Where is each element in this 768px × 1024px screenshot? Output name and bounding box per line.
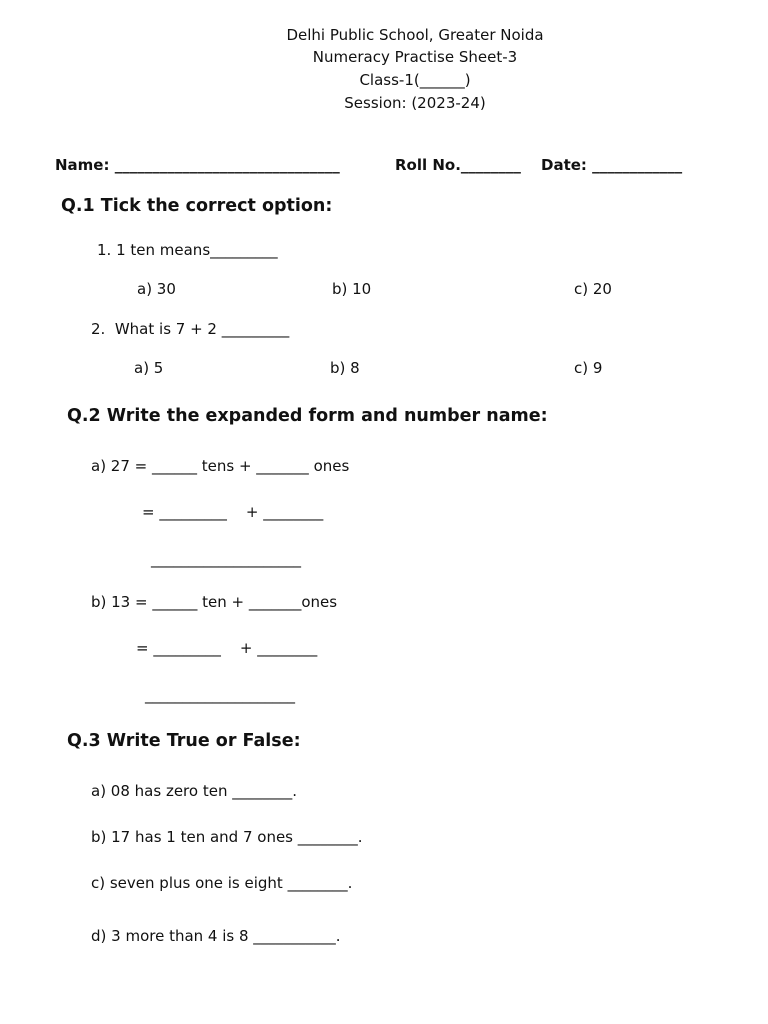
q1-item-1-question: 1. 1 ten means_________	[97, 241, 278, 259]
q1-item-1-option-a[interactable]: a) 30	[137, 280, 176, 298]
q1-item-2-question: 2. What is 7 + 2 _________	[91, 320, 290, 338]
name-field[interactable]: Name: ______________________________	[55, 156, 340, 174]
q3-item-c: c) seven plus one is eight ________.	[91, 874, 353, 892]
school-name: Delhi Public School, Greater Noida	[286, 26, 544, 44]
q3-item-d: d) 3 more than 4 is 8 ___________.	[91, 927, 341, 945]
q2-item-a-line1: a) 27 = ______ tens + _______ ones	[91, 457, 350, 475]
q2-title: Q.2 Write the expanded form and number name:	[67, 406, 548, 426]
q3-item-b: b) 17 has 1 ten and 7 ones ________.	[91, 828, 363, 846]
q2-item-a-line2: = _________ + ________	[142, 503, 324, 521]
q1-item-2-option-c[interactable]: c) 9	[574, 359, 603, 377]
q1-title: Q.1 Tick the correct option:	[61, 196, 333, 216]
q1-item-1-option-c[interactable]: c) 20	[574, 280, 612, 298]
class-line: Class-1(______)	[359, 71, 471, 89]
q2-item-b-line2: = _________ + ________	[136, 639, 318, 657]
q2-item-a-number-name-blank[interactable]: ____________________	[151, 550, 301, 568]
q1-item-2-option-b[interactable]: b) 8	[330, 359, 360, 377]
q2-item-b-number-name-blank[interactable]: ____________________	[145, 686, 295, 704]
q2-item-b-line1: b) 13 = ______ ten + _______ones	[91, 593, 338, 611]
q1-item-1-option-b[interactable]: b) 10	[332, 280, 372, 298]
q1-item-2-option-a[interactable]: a) 5	[134, 359, 164, 377]
q3-title: Q.3 Write True or False:	[67, 731, 301, 751]
sheet-title: Numeracy Practise Sheet-3	[312, 48, 518, 66]
session-line: Session: (2023-24)	[344, 94, 486, 112]
date-field[interactable]: Date: ____________	[541, 156, 683, 174]
roll-number-field[interactable]: Roll No.________	[395, 156, 521, 174]
q3-item-a: a) 08 has zero ten ________.	[91, 782, 297, 800]
